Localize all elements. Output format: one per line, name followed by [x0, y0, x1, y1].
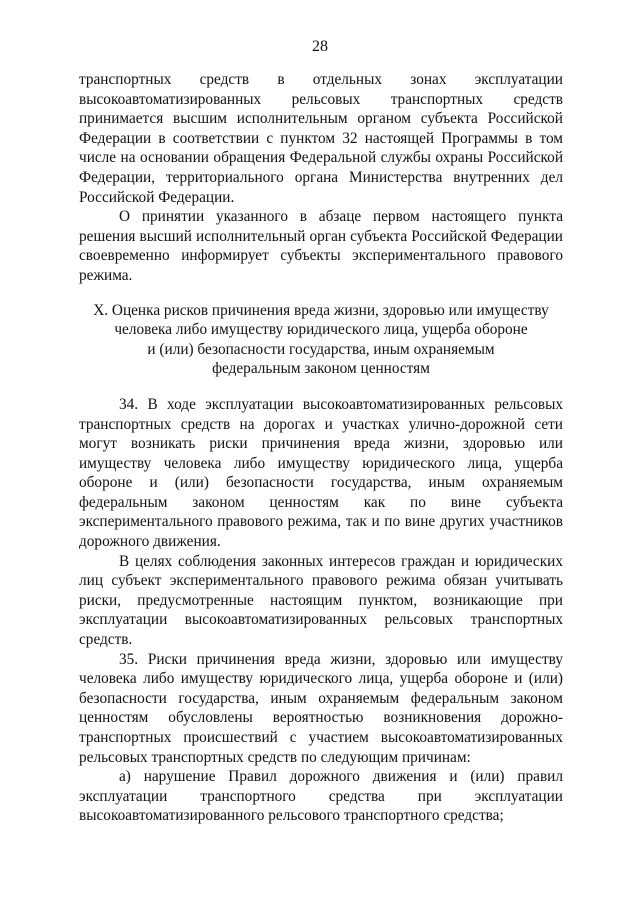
paragraph-decision-notice: О принятии указанного в абзаце первом настоящего пункта решения высший исполнительный орган субъекта Российской Федерации своевременно информирует субъекты экспериментального правового режима.: [79, 208, 563, 284]
paragraph-item-34: 34. В ходе эксплуатации высокоавтоматизированных рельсовых транспортных средств на дорогах и участках улично-дорожной сети могут возникать риски причинения вреда жизни, здоровью или имуществу человека либо имуществу юридического лица, ущерба обороне и (или) безопасности государства, иным охраняемым федеральным законом ценностям как по вине субъекта экспериментального правового режима, так и по вине других участников дорожного движения.: [79, 395, 563, 551]
section-heading-line: человека либо имуществу юридического лица, ущерба обороне: [114, 321, 528, 339]
section-heading-line: и (или) безопасности государства, иным охраняемым: [147, 340, 495, 358]
paragraph-continuation: транспортных средств в отдельных зонах эксплуатации высокоавтоматизированных рельсовых транспортных средств принимается высшим исполнительным органом субъекта Российской Федерации в соответствии с пунктом 32 настоящей Программы в том числе на основании обращения Федеральной службы охраны Российской Федерации, территориального органа Министерства внутренних дел Российской Федерации.: [79, 71, 563, 206]
paragraph-subitem-a: а) нарушение Правил дорожного движения и (или) правил эксплуатации транспортного средства при эксплуатации высокоавтоматизированного рельсового транспортного средства;: [79, 768, 563, 825]
paragraph-item-35: 35. Риски причинения вреда жизни, здоровью или имуществу человека либо имуществу юридического лица, ущерба обороне и (или) безопасности государства, иным охраняемым федеральным законом ценностям обусловлены вероятностью возникновения дорожно-транспортных происшествий с участием высокоавтоматизированных рельсовых транспортных средств по следующим причинам:: [79, 650, 563, 766]
document-body: [79, 70, 563, 826]
paragraph-legal-interests: В целях соблюдения законных интересов граждан и юридических лиц субъект экспериментального правового режима обязан учитывать риски, предусмотренные настоящим пунктом, возникающие при эксплуатации высокоавтоматизированных рельсовых транспортных средств.: [79, 552, 563, 649]
section-heading: [79, 301, 563, 379]
page-number: 28: [312, 38, 328, 55]
section-heading-line: X. Оценка рисков причинения вреда жизни, здоровью или имуществу: [93, 301, 549, 319]
section-heading-line: федеральным законом ценностям: [212, 360, 430, 378]
